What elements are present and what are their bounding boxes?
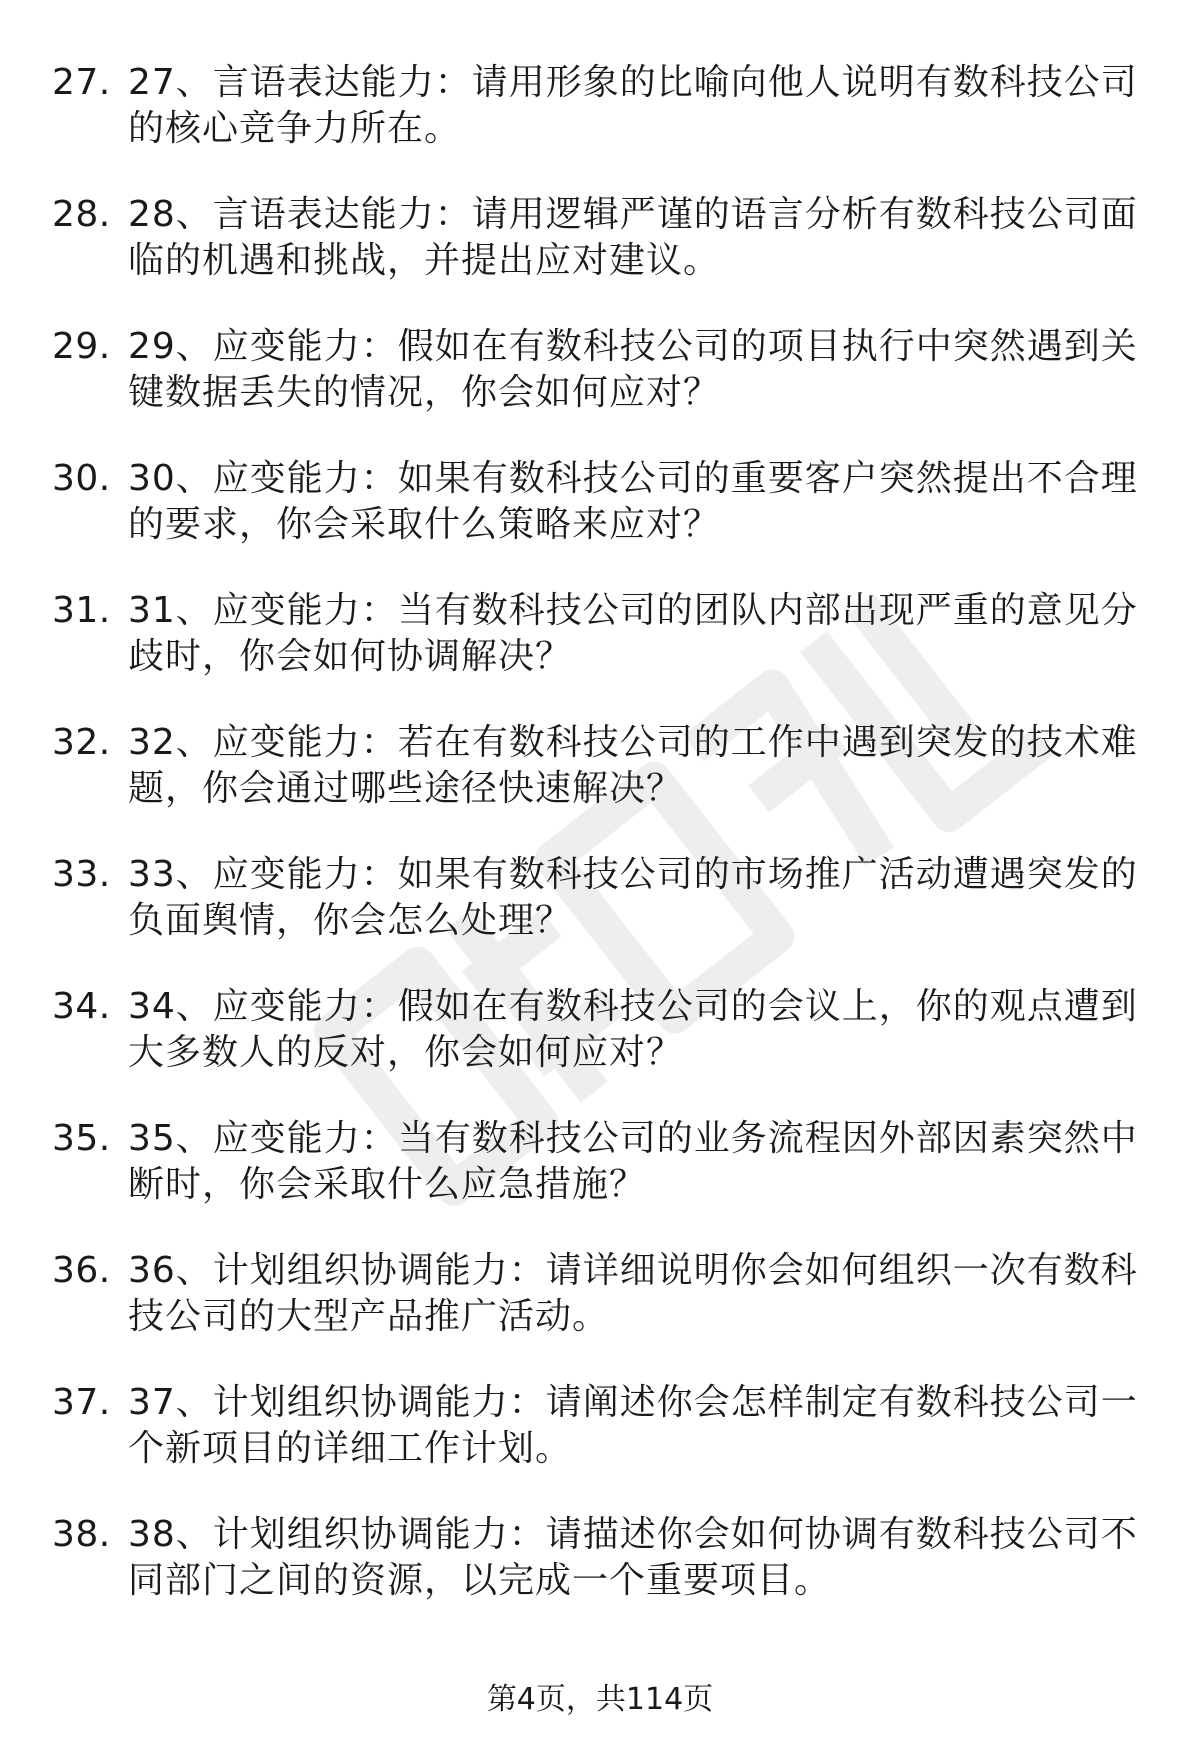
item-text: 35、应变能力：当有数科技公司的业务流程因外部因素突然中断时，你会采取什么应急措施？ (128, 1118, 1138, 1205)
list-item (0, 60, 1200, 192)
list-item (0, 1248, 1200, 1380)
list-item (0, 720, 1200, 852)
item-text: 30、应变能力：如果有数科技公司的重要客户突然提出不合理的要求，你会采取什么策略来应对？ (128, 458, 1138, 545)
list-item (0, 1380, 1200, 1512)
list-item (0, 456, 1200, 588)
item-text: 31、应变能力：当有数科技公司的团队内部出现严重的意见分歧时，你会如何协调解决？ (128, 590, 1138, 677)
item-number: 30. (52, 458, 111, 499)
list-item (0, 324, 1200, 456)
item-text: 32、应变能力：若在有数科技公司的工作中遇到突发的技术难题，你会通过哪些途径快速解决？ (128, 722, 1138, 809)
item-number: 35. (52, 1118, 111, 1159)
item-text: 37、计划组织协调能力：请阐述你会怎样制定有数科技公司一个新项目的详细工作计划。 (128, 1382, 1138, 1469)
item-number: 27. (52, 62, 111, 103)
item-number: 34. (52, 986, 111, 1027)
item-number: 33. (52, 854, 111, 895)
item-text: 36、计划组织协调能力：请详细说明你会如何组织一次有数科技公司的大型产品推广活动。 (128, 1250, 1138, 1337)
list-item (0, 984, 1200, 1116)
item-text: 38、计划组织协调能力：请描述你会如何协调有数科技公司不同部门之间的资源，以完成一个重要项目。 (128, 1514, 1138, 1601)
item-number: 32. (52, 722, 111, 763)
list-item (0, 1512, 1200, 1644)
page-footer: 第4页，共114页 (486, 1682, 714, 1717)
item-number: 31. (52, 590, 111, 631)
list-item (0, 192, 1200, 324)
item-text: 27、言语表达能力：请用形象的比喻向他人说明有数科技公司的核心竞争力所在。 (128, 62, 1138, 149)
list-item (0, 852, 1200, 984)
list-item (0, 1116, 1200, 1248)
item-number: 29. (52, 326, 111, 367)
item-text: 34、应变能力：假如在有数科技公司的会议上，你的观点遭到大多数人的反对，你会如何应对？ (128, 986, 1138, 1073)
item-text: 33、应变能力：如果有数科技公司的市场推广活动遭遇突发的负面舆情，你会怎么处理？ (128, 854, 1138, 941)
item-text: 28、言语表达能力：请用逻辑严谨的语言分析有数科技公司面临的机遇和挑战，并提出应对建议。 (128, 194, 1138, 281)
question-list (0, 60, 1200, 1644)
item-text: 29、应变能力：假如在有数科技公司的项目执行中突然遇到关键数据丢失的情况，你会如何应对？ (128, 326, 1138, 413)
item-number: 37. (52, 1382, 111, 1423)
list-item (0, 588, 1200, 720)
item-number: 38. (52, 1514, 111, 1555)
item-number: 28. (52, 194, 111, 235)
item-number: 36. (52, 1250, 111, 1291)
